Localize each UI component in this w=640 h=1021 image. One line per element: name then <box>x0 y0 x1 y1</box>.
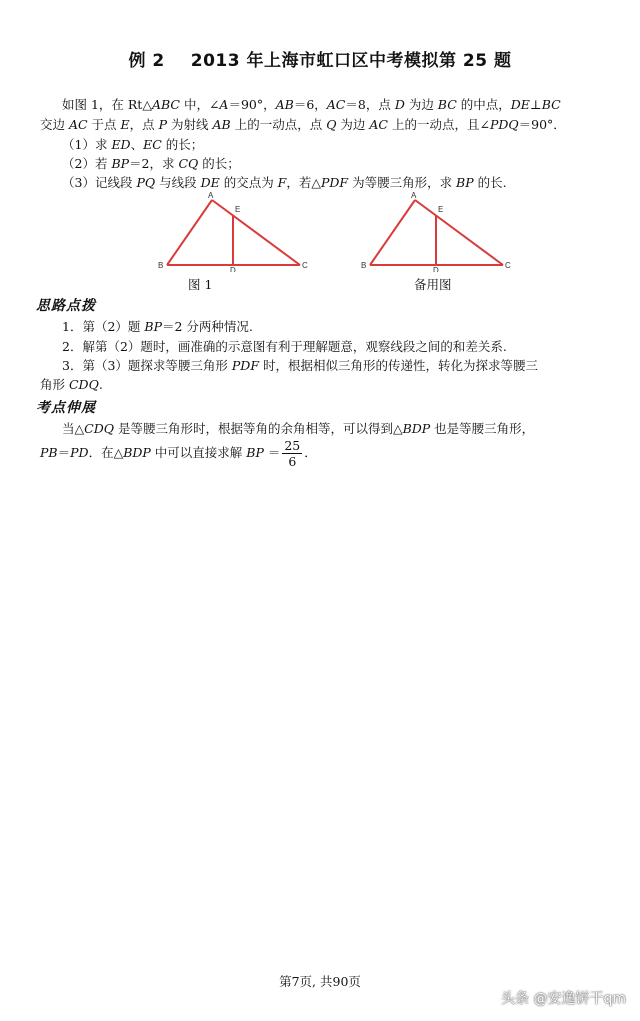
segment-ac <box>212 200 300 265</box>
problem-source: 2013 年上海市虹口区中考模拟第 25 题 <box>190 51 512 71</box>
label-b: B <box>158 261 164 270</box>
page-footer: 第7页, 共90页 <box>279 974 361 989</box>
figure-1 <box>155 190 315 272</box>
extension-heading: 考点伸展 <box>36 400 96 416</box>
label-e: E <box>235 205 241 214</box>
hint-3a: 3．第（3）题探求等腰三角形 PDF 时，根据相似三角形的传递性，转化为探求等腰三 <box>62 358 538 373</box>
label-d: D <box>433 266 439 272</box>
segment-ac <box>415 200 503 265</box>
question-1: （1）求 ED、EC 的长； <box>62 137 204 152</box>
hint-1: 1．第（2）题 BP＝2 分两种情况. <box>62 319 253 334</box>
label-a: A <box>411 191 417 200</box>
label-c: C <box>302 261 308 270</box>
segment-ab <box>167 200 212 265</box>
problem-line-2: 交边 AC 于点 E，点 P 为射线 AB 上的一动点，点 Q 为边 AC 上的一动点，且∠PDQ＝90°． <box>40 117 566 132</box>
label-b: B <box>361 261 367 270</box>
label-e: E <box>438 205 444 214</box>
extension-line-1: 当△CDQ 是等腰三角形时，根据等角的余角相等，可以得到△BDP 也是等腰三角形， <box>62 421 535 436</box>
figure-1-caption: 图 1 <box>188 277 213 292</box>
label-a: A <box>208 191 214 200</box>
extension-line-2: PB＝PD．在△BDP 中可以直接求解 BP ＝ $\frac{25}{6}$ ． <box>40 438 317 469</box>
question-3: （3）记线段 PQ 与线段 DE 的交点为 F，若△PDF 为等腰三角形，求 BP 的长. <box>62 175 507 190</box>
example-label: 例 2 <box>128 51 165 71</box>
label-d: D <box>230 266 236 272</box>
hint-2: 2．解第（2）题时，画准确的示意图有利于理解题意，观察线段之间的和差关系. <box>62 339 507 354</box>
problem-line-1: 如图 1，在 Rt△ABC 中，∠A＝90°，AB＝6，AC＝8，点 D 为边 BC 的中点，DE⊥BC <box>62 97 561 112</box>
page-title <box>0 46 640 71</box>
hints-heading: 思路点拨 <box>36 298 96 314</box>
watermark: 头条 @安逸饼干qm <box>501 991 626 1007</box>
segment-ab <box>370 200 415 265</box>
question-2: （2）若 BP＝2，求 CQ 的长； <box>62 156 240 171</box>
hint-3b: 角形 CDQ. <box>40 377 103 392</box>
answer-fraction: $\frac{25}{6}$ <box>284 438 301 469</box>
label-c: C <box>505 261 511 270</box>
figure-backup-caption: 备用图 <box>414 277 452 292</box>
figure-backup <box>358 190 518 272</box>
